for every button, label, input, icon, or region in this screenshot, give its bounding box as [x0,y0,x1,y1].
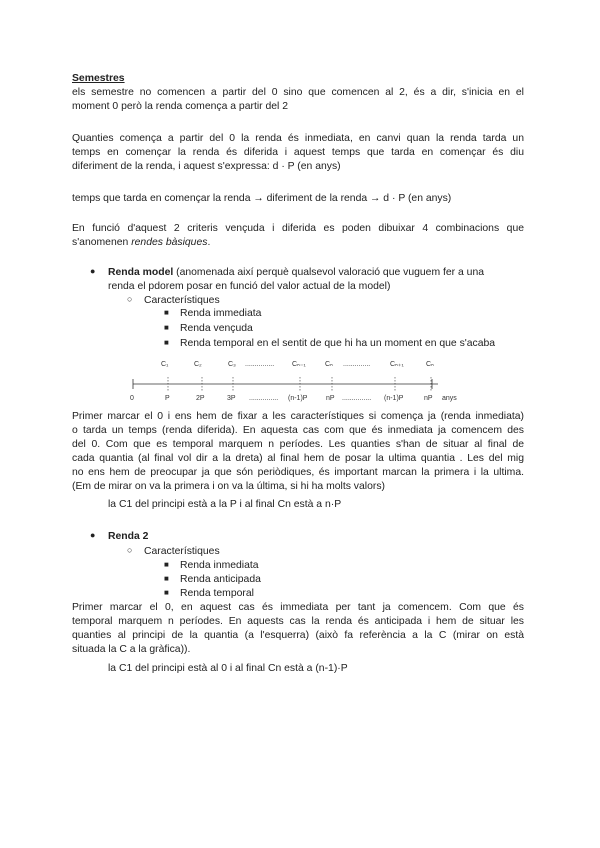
timeline-bottom-label: nP [424,395,433,402]
timeline-top-label: Cₙ [426,361,434,368]
list-heading: Renda 2 [108,531,149,542]
list-item: Renda temporal en el sentit de que hi ha un moment en que s'acaba [180,338,496,349]
timeline-top-label: C₁ [161,361,169,368]
text-line: (Em de mirar on va la primera i on va la última, si hi ha molts valors) [72,481,385,492]
bullet-disc-icon: ● [90,266,96,276]
text-line: En funció d'aquest 2 criteris vençuda i diferida es poden dibuixar 4 combinacions que [72,223,524,234]
timeline-top-label: C₃ [228,361,236,368]
text-line: temporal marquem n períodes. En aquests cas la renda és anticipada i hem de situar les [72,616,524,627]
text-line: Quanties comença a partir del 0 la renda és inmediata, en canvi quan la renda tarda un [72,133,524,144]
list-item: Renda vençuda [180,323,253,334]
text-line: Renda model (anomenada així perquè qualsevol valoració que vuguem fer a una [108,267,485,278]
timeline-bottom-label: (n-1)P [384,395,404,402]
bullet-disc-icon: ● [90,530,96,540]
timeline-bottom-label: (n-1)P [288,395,308,402]
text-line: quanties al principi de la quantia (a l'esquerra) (això fa referència a la C (mirar on està [72,630,524,641]
text-line: moment 0 però la renda comença a partir del 2 [72,101,289,112]
timeline-bottom-label: anys [442,395,457,402]
text-line: renda el pdorem posar en funció del valor actual de la model) [108,281,391,292]
list-item: Renda anticipada [180,574,261,585]
text-line: no ens hem de preocupar ja que són periòdiques, és important marcan la primera i la ultima. [72,467,524,478]
timeline-top-label: C₂ [194,361,202,368]
timeline-top-label: ............... [245,361,275,368]
italic-term: rendes bàsiques [131,237,208,248]
text-line: Primer marcar el 0, en aquest cas és immediata per tant ja comencem. Com que és [72,602,524,613]
text-line: diferiment de la renda, i aquest s'expressa: d · P (en anys) [72,161,341,172]
text-line: o tarda un temps (renda diferida). En aquesta cas com que és inmediata ja comencem des [72,425,524,436]
timeline-bottom-label: nP [326,395,335,402]
timeline-top-label: Cₙ₊₁ [390,361,404,368]
text-line: cada quantia (al final vol dir a la dreta) al final hem de posar la ultima quantia . Les del mig [72,453,524,464]
section-title: Semestres [72,73,125,84]
bullet-circle-icon: ○ [127,294,133,304]
sublist-heading: Característiques [144,546,220,557]
sublist-heading: Característiques [144,295,220,306]
list-item: Renda immediata [180,308,262,319]
timeline-svg [120,352,460,410]
timeline-bottom-label: 0 [130,395,134,402]
bullet-square-icon: ■ [164,560,169,569]
timeline-bottom-label: ............... [249,395,279,402]
note-line: la C1 del principi està al 0 i al final Cn està a (n-1)·P [108,663,348,674]
timeline-diagram [120,352,460,410]
text-line: temps que tarda en començar la renda → diferiment de la renda → d · P (en anys) [72,193,452,204]
text-line: els semestre no comencen a partir del 0 sino que comencen al 2, és a dir, s'inicia en el [72,87,524,98]
bullet-circle-icon: ○ [127,545,133,555]
list-item: Renda inmediata [180,560,259,571]
note-line: la C1 del principi està a la P i al final Cn està a n·P [108,499,342,510]
timeline-bottom-label: ............... [342,395,372,402]
list-heading: Renda model [108,267,174,278]
text-line: s'anomenen rendes bàsiques. [72,237,211,248]
text-line: situada la C a la gràfica)). [72,644,191,655]
text-line: Primer marcar el 0 i ens hem de fixar a les característiques si comença ja (renda inmediata) [72,411,524,422]
bullet-square-icon: ■ [164,323,169,332]
timeline-top-label: .............. [343,361,371,368]
list-item: Renda temporal [180,588,254,599]
timeline-bottom-label: 3P [227,395,236,402]
bullet-square-icon: ■ [164,574,169,583]
bullet-square-icon: ■ [164,338,169,347]
timeline-top-label: Cₙ [325,361,333,368]
timeline-bottom-label: P [165,395,170,402]
timeline-top-label: Cₙ₋₁ [292,361,306,368]
text-line: temps en començar la renda és diferida i aquest temps que tarda en començar és diu [72,147,524,158]
timeline-bottom-label: 2P [196,395,205,402]
bullet-square-icon: ■ [164,588,169,597]
text-line: del 0. Com que es temporal marquem n períodes. Les quanties s'han de situar al final de [72,439,524,450]
bullet-square-icon: ■ [164,308,169,317]
